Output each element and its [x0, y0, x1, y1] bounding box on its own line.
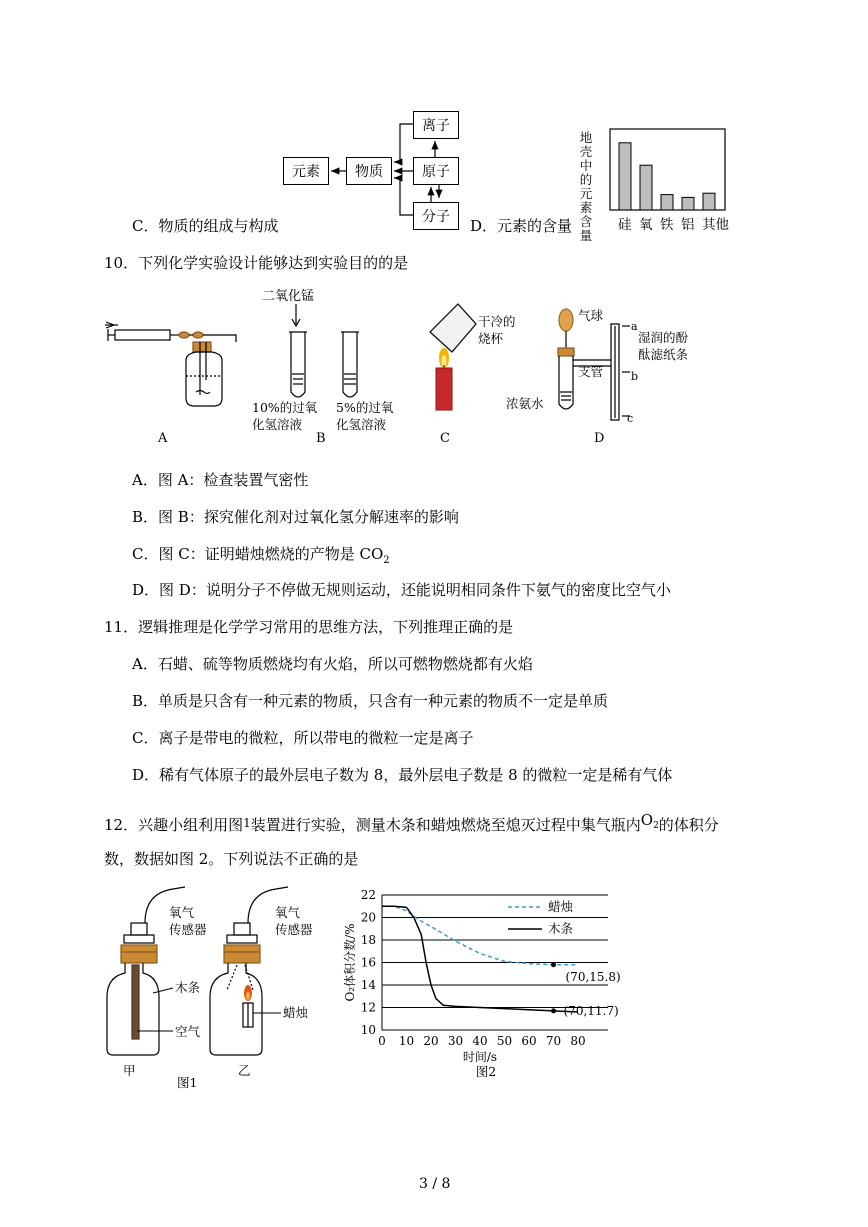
- figure1-caption: 图1: [177, 1075, 198, 1090]
- xtick-label: 20: [423, 1034, 439, 1048]
- xtick-label: 70: [545, 1034, 562, 1048]
- figure-b-right-l1: 5%的过氧: [336, 400, 394, 415]
- xtick-label: 50: [496, 1034, 513, 1048]
- figure-b-left-l1: 10%的过氧: [252, 400, 318, 415]
- xtick-label: 40: [472, 1034, 488, 1048]
- sensor1-l2: 传感器: [169, 922, 207, 937]
- xtick-label: 10: [398, 1034, 415, 1048]
- figure-b-left-l2: 化氢溶液: [252, 417, 303, 432]
- q11-option-c: C．离子是带电的微粒，所以带电的微粒一定是离子: [132, 729, 474, 747]
- annotation-candle: (70,15.8): [565, 969, 621, 984]
- ytick-label: 12: [360, 1000, 376, 1015]
- x-axis-label: 时间/s: [462, 1050, 498, 1064]
- q11-option-d: D．稀有气体原子的最外层电子数为 8，最外层电子数是 8 的微粒一定是稀有气体: [132, 766, 673, 784]
- q10-option-d: D．图 D：说明分子不停做无规则运动，还能说明相同条件下氨气的密度比空气小: [132, 581, 671, 599]
- xtick-label: 0: [378, 1034, 386, 1048]
- q10-figures: [0, 280, 868, 450]
- concept-arrows: [0, 0, 868, 260]
- bar-chart-ylabel: 地 壳 中 的 元 素 含 量: [579, 130, 593, 243]
- legend-label-蜡烛: 蜡烛: [548, 899, 574, 914]
- ytick-label: 10: [360, 1023, 376, 1037]
- concept-box-yuansu: 元素: [283, 157, 329, 185]
- figure-a-label: A: [158, 431, 168, 446]
- annotation-wood: (70,11.7): [563, 1003, 619, 1018]
- wood-stick-label: 木条: [175, 980, 201, 995]
- bottle-yi-label: 乙: [238, 1063, 251, 1078]
- bar-铝: [682, 197, 694, 210]
- concept-box-fenzi: 分子: [413, 202, 459, 230]
- q11-option-b: B．单质是只含有一种元素的物质，只含有一种元素的物质不一定是单质: [132, 692, 609, 710]
- figure-c-candle-beaker: [430, 304, 476, 410]
- q12-stem-line2: 数，数据如图 2。下列说法不正确的是: [104, 850, 359, 868]
- xtick-label: 30: [447, 1034, 464, 1048]
- bar-氧: [640, 165, 652, 210]
- q9-option-c: C．物质的组成与构成: [132, 217, 279, 235]
- figure2-caption: 图2: [475, 1064, 497, 1079]
- q10-option-c: C．图 C：证明蜡烛燃烧的产物是 $CO_2$: [132, 545, 390, 566]
- figure-a-syringe-bottle: [105, 322, 236, 406]
- figure-b-test-tubes: [289, 304, 359, 397]
- q9-option-d: D．元素的含量: [470, 217, 573, 235]
- figure-d-point-c: c: [627, 412, 634, 425]
- page-number: 3 / 8: [419, 1176, 451, 1192]
- ytick-label: 20: [360, 910, 376, 925]
- figure-c-label: C: [440, 431, 450, 446]
- xtick-label: 80: [570, 1034, 586, 1048]
- y-axis-label: O₂体积分数/%: [343, 923, 357, 1002]
- ytick-label: 22: [360, 888, 376, 902]
- sensor2-l2: 传感器: [275, 922, 313, 937]
- point-70-木条: [551, 1008, 556, 1013]
- bar-硅: [619, 143, 631, 210]
- concept-box-wuzhi: 物质: [346, 157, 392, 185]
- candle-label: 蜡烛: [283, 1005, 309, 1020]
- q12-figure2-line-chart: [330, 885, 630, 1095]
- q10-option-a: A．图 A：检查装置气密性: [132, 471, 309, 489]
- ytick-label: 16: [360, 955, 376, 970]
- figure-b-label: B: [316, 431, 326, 446]
- figure-c-beaker-l1: 干冷的: [478, 314, 516, 329]
- concept-box-yuanzi: 原子: [413, 157, 459, 185]
- q12-stem-line1: 12．兴趣小组利用图$^1$装置进行实验，测量木条和蜡烛燃烧至熄灭过程中集气瓶内$O_2$的体积分: [104, 811, 719, 834]
- legend-label-木条: 木条: [548, 921, 574, 936]
- figure-d-balloon-label: 气球: [578, 308, 604, 323]
- q11-option-a: A．石蜡、硫等物质燃烧均有火焰，所以可燃物燃烧都有火焰: [132, 655, 533, 673]
- sensor2-l1: 氧气: [275, 905, 301, 920]
- bar-铁: [661, 195, 673, 210]
- element-abundance-bar-chart: [600, 128, 730, 212]
- q12-figure1-bottles: [95, 885, 345, 1095]
- figure-d-branch-label: 支管: [578, 364, 604, 379]
- point-70-蜡烛: [551, 962, 556, 967]
- bar-其他: [703, 193, 715, 210]
- q10-stem: 10．下列化学实验设计能够达到实验目的的是: [104, 254, 409, 272]
- concept-box-lizi: 离子: [413, 111, 459, 139]
- figure-b-right-l2: 化氢溶液: [336, 417, 387, 432]
- ytick-label: 18: [360, 933, 376, 947]
- figure-c-beaker-l2: 烧杯: [478, 331, 504, 346]
- ytick-label: 14: [360, 978, 376, 992]
- figure-d-label: D: [594, 431, 605, 446]
- figure-d-paper-l2: 酞滤纸条: [638, 347, 689, 362]
- figure-d-ammonia-label: 浓氨水: [506, 396, 544, 411]
- q10-option-b: B．图 B：探究催化剂对过氧化氢分解速率的影响: [132, 508, 459, 526]
- xtick-label: 60: [521, 1034, 537, 1048]
- figure-d-paper-l1: 湿润的酚: [638, 330, 689, 345]
- q11-stem: 11．逻辑推理是化学学习常用的思维方法，下列推理正确的是: [104, 618, 514, 636]
- bottle-jia-label: 甲: [123, 1063, 136, 1078]
- sensor1-l1: 氧气: [169, 905, 195, 920]
- figure-b-mno2-label: 二氧化锰: [262, 289, 315, 304]
- figure-d-point-a: a: [631, 320, 638, 333]
- figure-d-point-b: b: [631, 370, 639, 383]
- air-label: 空气: [175, 1024, 201, 1039]
